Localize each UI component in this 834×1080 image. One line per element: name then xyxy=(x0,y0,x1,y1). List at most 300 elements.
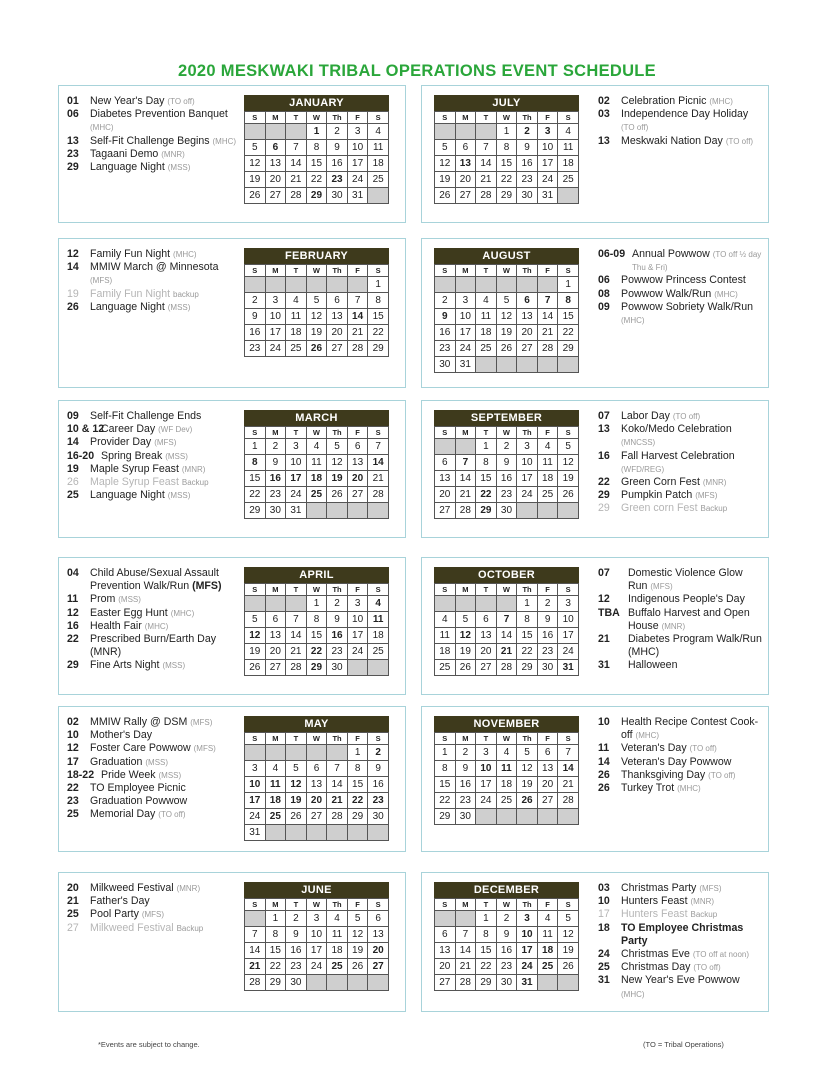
event-note: (MFS) xyxy=(193,744,216,754)
weekday-header: W xyxy=(306,427,327,439)
event-item xyxy=(67,607,239,620)
weekday-header: S xyxy=(368,584,389,596)
footer-note: *Events are subject to change. xyxy=(98,1040,200,1049)
event-title: Foster Care Powwow xyxy=(90,742,191,755)
calendar-day: 17 xyxy=(558,628,579,644)
calendar-day: 1 xyxy=(496,124,517,140)
calendar-day: 18 xyxy=(368,156,389,172)
calendar-day: 12 xyxy=(496,309,517,325)
calendar-empty-cell xyxy=(306,975,327,991)
calendar-empty-cell xyxy=(476,357,497,373)
calendar-day: 28 xyxy=(245,975,266,991)
calendar-day: 8 xyxy=(476,455,497,471)
calendar-day: 4 xyxy=(435,612,456,628)
calendar-day: 26 xyxy=(435,188,456,204)
event-title: Memorial Day xyxy=(90,808,156,821)
calendar-day: 8 xyxy=(558,293,579,309)
calendar-day: 7 xyxy=(455,927,476,943)
calendar-day: 6 xyxy=(368,911,389,927)
calendar-empty-cell xyxy=(496,809,517,825)
calendar-empty-cell xyxy=(476,277,497,293)
event-date: 29 xyxy=(67,659,79,672)
calendar-day: 22 xyxy=(368,325,389,341)
event-item xyxy=(67,659,239,672)
calendar-day: 11 xyxy=(476,309,497,325)
event-note: (MSS) xyxy=(158,770,182,780)
calendar-day: 13 xyxy=(327,309,348,325)
event-title: Thanksgiving Day xyxy=(621,768,706,781)
calendar-day: 24 xyxy=(517,487,538,503)
calendar-day: 16 xyxy=(496,471,517,487)
weekday-header: S xyxy=(245,899,266,911)
event-note: (MNR) xyxy=(161,149,185,159)
event-date: 21 xyxy=(67,895,79,908)
calendar-day: 17 xyxy=(517,943,538,959)
calendar-day: 24 xyxy=(455,341,476,357)
calendar-day: 11 xyxy=(265,777,286,793)
calendar-day: 14 xyxy=(455,943,476,959)
weekday-header: Th xyxy=(517,112,538,124)
calendar-day: 1 xyxy=(435,745,456,761)
calendar-day: 1 xyxy=(245,439,266,455)
event-title: Hunters Feast xyxy=(621,895,688,908)
event-title: Diabetes Prevention Banquet xyxy=(90,108,228,121)
weekday-header: W xyxy=(306,265,327,277)
calendar-day: 6 xyxy=(265,612,286,628)
weekday-header: S xyxy=(368,899,389,911)
calendar-day: 24 xyxy=(558,644,579,660)
calendar-day: 9 xyxy=(537,612,558,628)
event-note: (MNR) xyxy=(181,464,206,474)
event-note: (MFS) xyxy=(154,438,177,448)
month-header: MARCH xyxy=(244,410,389,426)
calendar-empty-cell xyxy=(327,825,348,841)
weekday-header: S xyxy=(368,733,389,745)
calendar-day: 12 xyxy=(435,156,456,172)
calendar-day: 22 xyxy=(306,172,327,188)
calendar-empty-cell xyxy=(368,660,389,676)
calendar-day: 3 xyxy=(537,124,558,140)
event-note: backup xyxy=(173,289,199,299)
calendar-table xyxy=(434,732,579,825)
calendar-day: 29 xyxy=(347,809,368,825)
calendar-day: 2 xyxy=(435,293,456,309)
weekday-header: Th xyxy=(327,265,348,277)
event-note: (MNCSS) xyxy=(621,438,656,448)
calendar-day: 31 xyxy=(286,503,307,519)
calendar-day: 13 xyxy=(435,943,456,959)
calendar-day: 20 xyxy=(347,471,368,487)
event-date: 26 xyxy=(67,300,79,313)
event-note: (MSS) xyxy=(145,757,169,767)
weekday-header: T xyxy=(286,899,307,911)
calendar-day: 20 xyxy=(517,325,538,341)
calendar-day: 28 xyxy=(368,487,389,503)
event-item xyxy=(598,908,764,921)
calendar-empty-cell xyxy=(435,124,456,140)
calendar-day: 15 xyxy=(517,628,538,644)
event-note: (MFS) xyxy=(650,582,673,592)
calendar-day: 2 xyxy=(496,911,517,927)
event-note: (MHC) xyxy=(714,289,738,299)
event-item xyxy=(598,948,764,961)
event-list-july xyxy=(598,95,764,148)
event-title: Child Abuse/Sexual Assault Prevention Walk/Run xyxy=(90,567,219,593)
event-date: 25 xyxy=(67,489,79,502)
calendar-day: 14 xyxy=(496,628,517,644)
calendar-day: 11 xyxy=(327,927,348,943)
event-date: 20 xyxy=(67,882,79,894)
calendar-empty-cell xyxy=(265,124,286,140)
calendar-day: 3 xyxy=(517,439,538,455)
event-date: 12 xyxy=(67,742,79,755)
calendar-day: 1 xyxy=(476,439,497,455)
event-date: 19 xyxy=(67,462,79,475)
event-date: 18-22 xyxy=(67,768,95,781)
calendar-empty-cell xyxy=(455,911,476,927)
calendar-day: 25 xyxy=(435,660,456,676)
event-item xyxy=(67,756,239,769)
calendar-november xyxy=(434,716,579,825)
weekday-header: F xyxy=(537,265,558,277)
event-date: 06-09 xyxy=(598,248,626,260)
calendar-day: 6 xyxy=(265,140,286,156)
calendar-day: 15 xyxy=(435,777,456,793)
calendar-day: 19 xyxy=(435,172,456,188)
event-title: Fine Arts Night xyxy=(90,659,160,672)
event-date: 03 xyxy=(598,882,610,894)
calendar-day: 8 xyxy=(306,612,327,628)
event-date: 23 xyxy=(67,795,79,808)
calendar-table xyxy=(244,426,389,519)
event-note: (MFS) xyxy=(699,884,722,893)
calendar-day: 11 xyxy=(496,761,517,777)
calendar-empty-cell xyxy=(496,596,517,612)
calendar-day: 24 xyxy=(517,959,538,975)
event-date: 14 xyxy=(67,261,79,274)
calendar-day: 20 xyxy=(455,172,476,188)
event-title: Milkweed Festival xyxy=(90,921,174,934)
calendar-empty-cell xyxy=(558,188,579,204)
event-emphasis: TO Employee Christmas Party xyxy=(621,921,744,947)
event-item xyxy=(67,620,239,633)
calendar-empty-cell xyxy=(327,975,348,991)
weekday-header: W xyxy=(306,112,327,124)
event-note: (MHC) xyxy=(212,136,237,146)
calendar-empty-cell xyxy=(306,745,327,761)
calendar-day: 26 xyxy=(245,660,266,676)
calendar-day: 13 xyxy=(455,156,476,172)
calendar-empty-cell xyxy=(245,911,266,927)
month-box-december xyxy=(421,872,769,1012)
calendar-day: 18 xyxy=(537,943,558,959)
calendar-day: 23 xyxy=(517,172,538,188)
calendar-empty-cell xyxy=(286,596,307,612)
calendar-day: 2 xyxy=(327,124,348,140)
weekday-header: W xyxy=(496,899,517,911)
weekday-header: M xyxy=(265,112,286,124)
event-date: 16 xyxy=(67,619,79,632)
calendar-day: 27 xyxy=(265,188,286,204)
calendar-empty-cell xyxy=(537,503,558,519)
event-date: 25 xyxy=(598,961,610,974)
calendar-day: 31 xyxy=(245,825,266,841)
weekday-header: Th xyxy=(327,733,348,745)
calendar-day: 30 xyxy=(327,660,348,676)
calendar-empty-cell xyxy=(265,745,286,761)
calendar-day: 30 xyxy=(455,809,476,825)
weekday-header: M xyxy=(455,899,476,911)
calendar-day: 16 xyxy=(245,325,266,341)
event-title: MMIW March @ Minnesota xyxy=(90,261,219,274)
weekday-header: S xyxy=(245,427,266,439)
calendar-day: 27 xyxy=(265,660,286,676)
weekday-header: F xyxy=(537,112,558,124)
event-item xyxy=(67,423,239,436)
event-title: Pumpkin Patch xyxy=(621,489,693,502)
calendar-day: 8 xyxy=(347,761,368,777)
event-note: Backup xyxy=(176,923,204,933)
calendar-day: 2 xyxy=(327,596,348,612)
calendar-day: 12 xyxy=(517,761,538,777)
calendar-day: 25 xyxy=(265,809,286,825)
calendar-day: 13 xyxy=(435,471,456,487)
event-item xyxy=(67,716,239,729)
calendar-july xyxy=(434,95,579,204)
calendar-day: 5 xyxy=(245,140,266,156)
weekday-header: F xyxy=(537,899,558,911)
calendar-empty-cell xyxy=(306,503,327,519)
event-item xyxy=(67,908,239,921)
calendar-day: 10 xyxy=(558,612,579,628)
event-date: 22 xyxy=(67,782,79,795)
weekday-header: M xyxy=(265,265,286,277)
event-date: 14 xyxy=(598,755,610,768)
weekday-header: W xyxy=(496,427,517,439)
weekday-header: F xyxy=(347,112,368,124)
calendar-day: 25 xyxy=(368,172,389,188)
calendar-day: 3 xyxy=(245,761,266,777)
event-title: Pride Week xyxy=(101,768,156,781)
event-item xyxy=(67,808,239,821)
weekday-header: S xyxy=(435,733,456,745)
calendar-day: 8 xyxy=(265,927,286,943)
event-note: (MNR) xyxy=(690,897,715,907)
event-title: Family Fun Night xyxy=(90,287,171,300)
calendar-day: 14 xyxy=(347,309,368,325)
weekday-header: W xyxy=(496,584,517,596)
weekday-header: S xyxy=(558,265,579,277)
event-title: Prescribed Burn/Earth Day (MNR) xyxy=(90,633,217,659)
event-title: Prom xyxy=(90,593,116,606)
calendar-day: 17 xyxy=(517,471,538,487)
event-note: (TO off) xyxy=(621,123,649,133)
event-date: 17 xyxy=(598,908,610,921)
weekday-header: F xyxy=(347,584,368,596)
weekday-header: T xyxy=(286,265,307,277)
weekday-header: S xyxy=(368,265,389,277)
calendar-day: 24 xyxy=(347,644,368,660)
event-title: Christmas Party xyxy=(621,882,697,894)
calendar-day: 21 xyxy=(245,959,266,975)
calendar-day: 28 xyxy=(537,341,558,357)
calendar-day: 18 xyxy=(496,777,517,793)
calendar-day: 16 xyxy=(537,628,558,644)
event-emphasis: (MFS) xyxy=(192,580,222,593)
calendar-day: 5 xyxy=(455,612,476,628)
month-header: JUNE xyxy=(244,882,389,898)
calendar-day: 10 xyxy=(286,455,307,471)
calendar-day: 12 xyxy=(327,455,348,471)
calendar-day: 12 xyxy=(347,927,368,943)
calendar-day: 24 xyxy=(286,487,307,503)
event-note: (TO off) xyxy=(725,136,754,146)
event-date: 16 xyxy=(598,449,610,462)
event-date: TBA xyxy=(598,606,620,619)
calendar-day: 31 xyxy=(517,975,538,991)
calendar-day: 14 xyxy=(245,943,266,959)
calendar-empty-cell xyxy=(455,596,476,612)
calendar-day: 1 xyxy=(306,124,327,140)
calendar-empty-cell xyxy=(435,439,456,455)
calendar-day: 15 xyxy=(265,943,286,959)
event-note: (MNR) xyxy=(176,884,201,893)
calendar-day: 21 xyxy=(368,471,389,487)
calendar-day: 9 xyxy=(496,455,517,471)
calendar-day: 18 xyxy=(368,628,389,644)
event-item xyxy=(598,659,764,672)
calendar-day: 13 xyxy=(517,309,538,325)
calendar-day: 4 xyxy=(368,596,389,612)
calendar-day: 24 xyxy=(537,172,558,188)
calendar-day: 7 xyxy=(558,745,579,761)
calendar-day: 23 xyxy=(435,341,456,357)
calendar-day: 15 xyxy=(476,471,497,487)
calendar-day: 18 xyxy=(306,471,327,487)
event-item xyxy=(67,476,239,489)
calendar-empty-cell xyxy=(368,503,389,519)
event-note: (MFS) xyxy=(695,491,718,501)
calendar-day: 21 xyxy=(327,793,348,809)
calendar-empty-cell xyxy=(368,825,389,841)
calendar-day: 7 xyxy=(245,927,266,943)
event-date: 10 xyxy=(598,716,610,728)
calendar-day: 11 xyxy=(368,612,389,628)
calendar-day: 12 xyxy=(455,628,476,644)
calendar-day: 7 xyxy=(368,439,389,455)
calendar-day: 22 xyxy=(306,644,327,660)
calendar-day: 26 xyxy=(455,660,476,676)
event-date: 06 xyxy=(67,108,79,121)
calendar-december xyxy=(434,882,579,991)
event-title: Meskwaki Nation Day xyxy=(621,134,723,147)
event-title: Career Day xyxy=(101,423,156,436)
event-item xyxy=(67,489,239,502)
calendar-day: 14 xyxy=(558,761,579,777)
calendar-empty-cell xyxy=(537,809,558,825)
event-note: (MNR) xyxy=(661,621,686,631)
weekday-header: S xyxy=(435,899,456,911)
calendar-day: 9 xyxy=(455,761,476,777)
weekday-header: S xyxy=(558,899,579,911)
event-note: (MNR) xyxy=(702,478,727,488)
event-list-april xyxy=(67,567,239,673)
event-note: (WF Dev) xyxy=(158,425,193,435)
event-item xyxy=(598,476,764,489)
calendar-empty-cell xyxy=(286,277,307,293)
calendar-day: 18 xyxy=(558,156,579,172)
calendar-day: 22 xyxy=(517,644,538,660)
event-title: Domestic Violence Glow Run xyxy=(628,567,743,593)
calendar-day: 1 xyxy=(347,745,368,761)
calendar-table xyxy=(244,111,389,204)
calendar-day: 13 xyxy=(265,628,286,644)
calendar-day: 14 xyxy=(455,471,476,487)
calendar-day: 14 xyxy=(368,455,389,471)
calendar-day: 26 xyxy=(558,487,579,503)
calendar-day: 30 xyxy=(496,503,517,519)
event-date: 13 xyxy=(67,134,79,147)
month-header: SEPTEMBER xyxy=(434,410,579,426)
weekday-header: S xyxy=(558,112,579,124)
weekday-header: Th xyxy=(327,112,348,124)
calendar-day: 24 xyxy=(347,172,368,188)
calendar-day: 23 xyxy=(368,793,389,809)
calendar-day: 29 xyxy=(265,975,286,991)
calendar-day: 10 xyxy=(265,309,286,325)
event-date: 23 xyxy=(67,147,79,160)
weekday-header: T xyxy=(476,899,497,911)
event-item xyxy=(598,716,764,742)
calendar-day: 18 xyxy=(327,943,348,959)
event-item xyxy=(67,248,239,261)
event-note: (MHC) xyxy=(621,989,645,999)
calendar-day: 26 xyxy=(558,959,579,975)
event-item xyxy=(67,288,239,301)
event-note: (MHC) xyxy=(144,621,169,631)
event-date: 02 xyxy=(67,716,79,728)
event-date: 31 xyxy=(598,974,610,987)
event-list-october xyxy=(598,567,764,673)
month-box-february xyxy=(58,238,406,388)
calendar-day: 4 xyxy=(306,439,327,455)
event-list-december xyxy=(598,882,764,1001)
calendar-day: 16 xyxy=(455,777,476,793)
month-header: FEBRUARY xyxy=(244,248,389,264)
calendar-day: 30 xyxy=(327,188,348,204)
event-note: (MFS) xyxy=(141,910,165,920)
calendar-day: 3 xyxy=(306,911,327,927)
calendar-day: 22 xyxy=(435,793,456,809)
calendar-day: 4 xyxy=(327,911,348,927)
month-header: NOVEMBER xyxy=(434,716,579,732)
calendar-day: 25 xyxy=(496,793,517,809)
month-header: APRIL xyxy=(244,567,389,583)
calendar-day: 17 xyxy=(537,156,558,172)
calendar-empty-cell xyxy=(558,809,579,825)
event-item xyxy=(598,95,764,108)
calendar-day: 21 xyxy=(537,325,558,341)
calendar-day: 19 xyxy=(517,777,538,793)
calendar-day: 23 xyxy=(327,172,348,188)
weekday-header: Th xyxy=(327,584,348,596)
calendar-empty-cell xyxy=(245,124,266,140)
calendar-day: 1 xyxy=(306,596,327,612)
calendar-empty-cell xyxy=(327,277,348,293)
calendar-day: 20 xyxy=(537,777,558,793)
calendar-empty-cell xyxy=(245,596,266,612)
event-date: 21 xyxy=(598,633,610,646)
